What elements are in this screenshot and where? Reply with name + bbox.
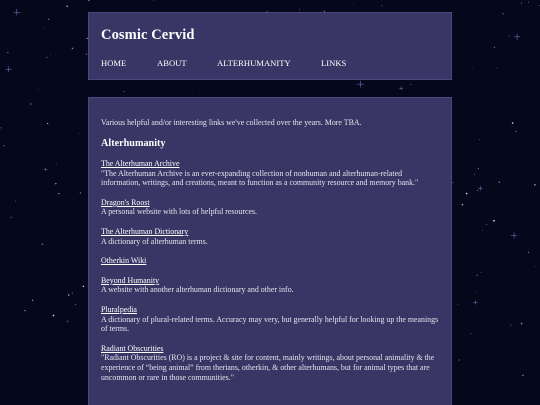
star [509,36,510,37]
star [46,57,47,58]
link-description: A dictionary of plural-related terms. Accuracy may very, but generally helpful for looking up the meanings of terms. [101,314,439,334]
star [493,220,495,222]
star [478,186,482,190]
link-pluralpedia[interactable]: Pluralpedia [101,304,137,314]
link-alterhuman-dictionary[interactable]: The Alterhuman Dictionary [101,226,189,236]
star [3,145,4,146]
link-beyond-humanity[interactable]: Beyond Humanity [101,275,160,285]
star [477,190,478,191]
star [42,243,44,245]
star [515,131,516,132]
star [494,47,495,48]
star [462,204,464,206]
star [83,286,84,287]
star [44,27,45,28]
star [32,300,33,301]
star [192,93,193,94]
star [30,103,31,104]
star [482,230,483,231]
star [512,122,514,124]
star [535,266,536,267]
link-description: A website with another alterhuman dictionary and other info. [101,285,294,295]
link-entry [101,256,440,266]
link-entry [101,159,440,188]
link-entry [101,344,440,382]
nav-link-home[interactable]: HOME [101,58,127,68]
star [471,333,472,334]
link-description: "Radiant Obscurities (RO) is a project & site for content, mainly writings, about personal animality & the experience of “being animal” from therians, otherkin, & other alterhumans, but for animal types that are uncommon or rare in those communities." [101,353,435,382]
link-dragons-roost[interactable]: Dragon's Roost [101,197,150,207]
site-title: Cosmic Cervid [101,27,195,43]
star [534,184,536,186]
star [281,90,282,91]
star [79,133,80,134]
star [472,67,473,68]
link-otherkin-wiki[interactable]: Otherkin Wiki [101,256,147,266]
star [522,375,524,377]
star [80,192,81,193]
star [67,320,69,322]
link-entry [101,276,440,295]
star [53,315,55,317]
star [56,164,57,165]
star [50,54,51,55]
star [58,193,59,194]
star [511,232,517,238]
link-entry [101,198,440,217]
star [477,275,478,276]
star [55,183,57,185]
star [11,217,13,219]
star [38,89,39,90]
star [44,168,47,171]
star [479,139,480,140]
star [124,91,125,92]
nav-link-about[interactable]: ABOUT [157,58,187,68]
star [486,224,487,225]
star [539,5,540,6]
star [153,0,154,1]
star [72,48,74,50]
star [502,13,504,15]
star [47,123,48,124]
star [521,3,522,4]
star [6,66,12,72]
star [476,292,477,293]
star [466,193,468,195]
star [521,323,523,325]
star [498,181,500,183]
star [531,107,532,108]
link-description: A dictionary of alterhuman terms. [101,236,208,246]
star [1,127,2,128]
section-heading: Alterhumanity [101,138,166,149]
star [399,87,403,91]
link-alterhuman-archive[interactable]: The Alterhuman Archive [101,159,180,168]
link-description: A personal website with lots of helpful resources. [101,207,258,217]
link-entry [101,227,440,246]
link-entry [101,305,440,334]
star [497,67,498,68]
star [48,19,49,20]
star [66,5,68,7]
star [528,252,529,253]
star [528,2,529,3]
star [88,0,89,1]
link-radiant-obscurities[interactable]: Radiant Obscurities [101,343,164,353]
nav-link-links[interactable]: LINKS [321,58,347,68]
star [514,34,520,40]
star [474,174,475,175]
star [381,5,382,6]
star [78,393,79,394]
star [13,9,20,16]
star [457,304,458,305]
intro-text: Various helpful and/or interesting links we've collected over the years. More TBA. [101,118,362,127]
nav-link-alterhumanity[interactable]: ALTERHUMANITY [217,58,291,68]
star [72,293,73,294]
star [68,294,70,296]
content-panel [88,97,452,405]
star [480,272,481,273]
star [510,325,511,326]
header-panel [88,12,452,80]
star [478,168,479,169]
star [473,300,477,304]
star [410,84,411,85]
star [357,81,364,88]
star [452,182,453,183]
star [7,52,8,53]
link-description: "The Alterhuman Archive is an ever-expanding collection of nonhuman and alterhuman-related information, writings, and creations, meant to function as a community resource and memory bank." [101,168,419,188]
star [25,310,26,311]
star [299,9,300,10]
star [15,201,16,202]
star [353,3,354,4]
star [458,359,460,361]
star [75,304,76,305]
